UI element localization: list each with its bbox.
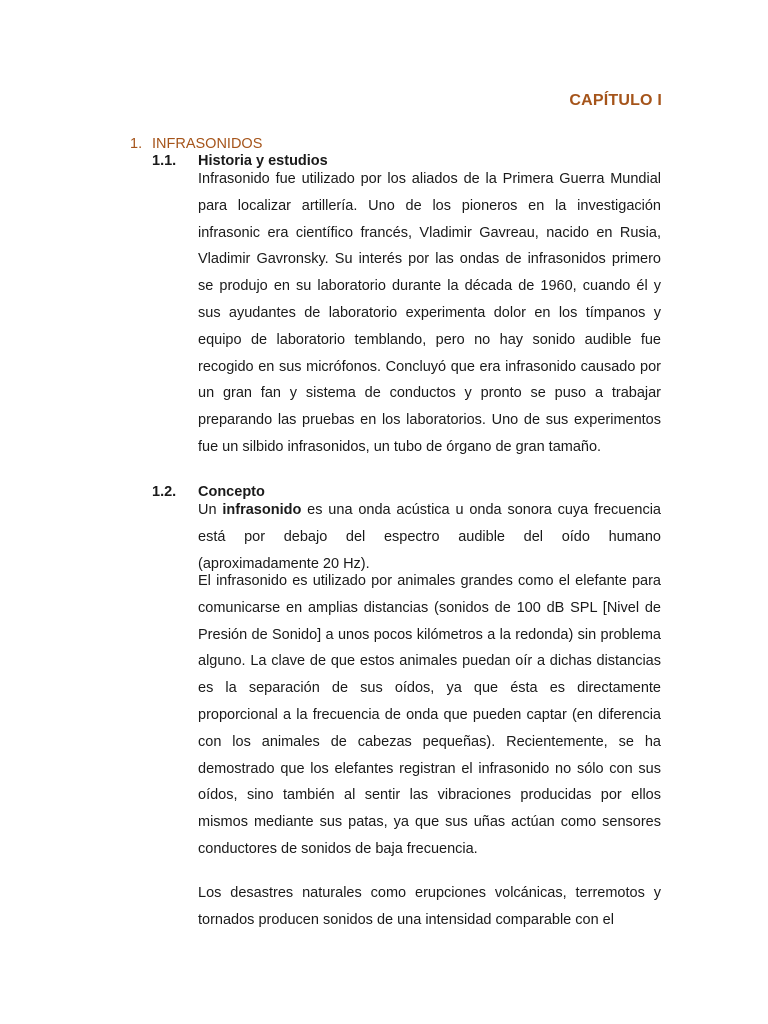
definition-rest: es una onda acústica u onda sonora cuya frecuencia está por debajo del espectro audible del oído humano (aproximadamente 20 Hz). <box>198 502 661 572</box>
chapter-title: CAPÍTULO I <box>569 92 662 109</box>
subsection-title: Concepto <box>198 484 265 500</box>
concepto-body-desastres <box>198 880 661 934</box>
subsection-number: 1.1. <box>152 153 177 169</box>
concepto-paragraph-desastres: Los desastres naturales como erupciones volcánicas, terremotos y tornados producen sonidos de una intensidad comparable con el <box>198 885 661 928</box>
concepto-body-elefante <box>198 568 661 863</box>
historia-body <box>198 166 661 461</box>
definition-prefix: Un <box>198 502 223 518</box>
concepto-body <box>198 497 661 577</box>
subsection-number: 1.2. <box>152 484 177 500</box>
section-number: 1. <box>130 136 143 152</box>
section-title: INFRASONIDOS <box>152 136 263 152</box>
concepto-paragraph-definition <box>198 497 661 577</box>
concepto-paragraph-elefante: El infrasonido es utilizado por animales grandes como el elefante para comunicarse en amplias distancias (sonidos de 100 dB SPL [Nivel de Presión de Sonido] a unos pocos kilómetros a la redonda) sin problema alguno. La clave de que estos animales puedan oír a dichas distancias es la separación de sus oídos, ya que ésta es directamente proporcional a la frecuencia de onda que pueden captar (en diferencia con los animales de cabezas pequeñas). Recientemente, se ha demostrado que los elefantes registran el infrasonido no sólo con sus oídos, sino también al sentir las vibraciones producidas por ellos mismos mediante sus patas, ya que sus uñas actúan como sensores conductores de sonidos de baja frecuencia. <box>198 573 661 857</box>
subsection-title: Historia y estudios <box>198 153 328 169</box>
historia-paragraph: Infrasonido fue utilizado por los aliados de la Primera Guerra Mundial para localizar artillería. Uno de los pioneros en la investigación infrasonic era científico francés, Vladimir Gavreau, nacido en Rusia, Vladimir Gavronsky. Su interés por las ondas de infrasonidos primero se produjo en su laboratorio durante la década de 1960, cuando él y sus ayudantes de laboratorio experimenta dolor en los tímpanos y equipo de laboratorio temblando, pero no hay sonido audible fue recogido en sus micrófonos. Concluyó que era infrasonido causado por un gran fan y sistema de conductos y pronto se puso a trabajar preparando las pruebas en los laboratorios. Uno de sus experimentos fue un silbido infrasonidos, un tubo de órgano de gran tamaño. <box>198 171 661 455</box>
definition-term: infrasonido <box>222 502 302 518</box>
section-heading-infrasonidos <box>130 136 262 152</box>
